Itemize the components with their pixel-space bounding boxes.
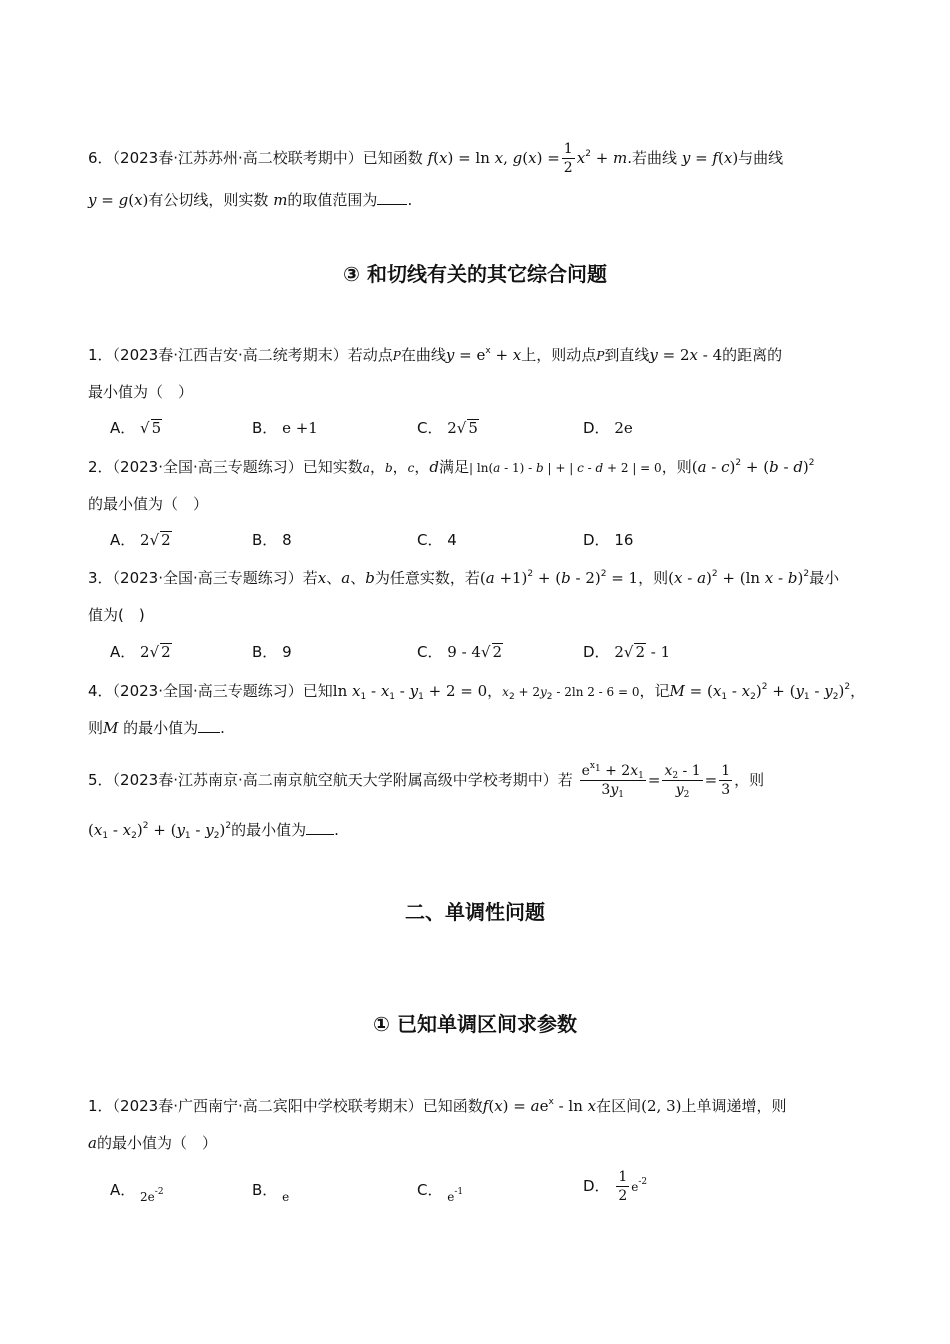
- option-label: B．: [252, 419, 278, 437]
- question-text: 已知: [302, 682, 333, 700]
- option-label: B．: [252, 1181, 278, 1199]
- option-a[interactable]: A． 2√ 2: [110, 531, 171, 549]
- s3q5-line2: $(x_1 - x_2)^2 + (y_1 - y_2)^2$的最小值为 .: [88, 821, 339, 841]
- period: .: [407, 191, 413, 209]
- option-b[interactable]: [252, 528, 292, 552]
- option-d[interactable]: D． $\frac{1}{2}$ $e^{-2}$: [583, 1169, 648, 1204]
- option-b[interactable]: [252, 416, 318, 440]
- option-c[interactable]: [417, 528, 457, 552]
- question-number: 3．: [88, 569, 113, 587]
- question-text: 在区间: [596, 1097, 642, 1115]
- option-a[interactable]: A． $_{2e^{-2}}$: [110, 1181, 164, 1204]
- option-label: B．: [252, 643, 278, 661]
- question-text: 若动点: [347, 346, 393, 364]
- option-value: e +1: [282, 419, 318, 437]
- option-label: A．: [110, 531, 136, 549]
- question-source: （2023春·江苏南京·高二南京航空航天大学附属高级中学校考期中）: [112, 771, 558, 789]
- option-label: D．: [583, 419, 610, 437]
- option-c[interactable]: C． 9 - 4√ 2: [417, 643, 503, 661]
- question-text: 与曲线: [738, 149, 784, 167]
- option-label: D．: [583, 531, 610, 549]
- option-value: 8: [282, 531, 292, 549]
- question-text: 值为( ): [88, 606, 145, 624]
- option-label: C．: [417, 1181, 443, 1199]
- question-text: 上，则动点: [521, 346, 597, 364]
- s3q2-line2: [88, 492, 862, 516]
- question-text: 在曲线: [400, 346, 446, 364]
- question-source: （2023春·江苏苏州·高二校联考期中）: [112, 149, 363, 167]
- s3q1-line2: [88, 380, 862, 404]
- option-label: A．: [110, 1181, 136, 1199]
- question-text: 的最小值为（ ）: [96, 1134, 217, 1152]
- option-value: 9: [282, 643, 292, 661]
- q6-line2: y = g(x)有公切线，则实数 m的取值范围为 .: [88, 191, 413, 209]
- question-text: ，则: [661, 458, 692, 476]
- question-text: 的最小值为（ ）: [88, 495, 209, 513]
- option-d[interactable]: D． 2√ 2 - 1: [583, 643, 671, 661]
- s3q3-line1: 3．（2023·全国·高三专题练习）若x、a、b为任意实数，若$(a +1)^2 + (b - 2)^2 = 1$，则(x - a)$^2$ + (ln x - b)$^2$最小: [88, 569, 840, 587]
- part-heading: 二、单调性问题: [405, 900, 545, 924]
- s3q5-line1: 5．（2023春·江苏南京·高二南京航空航天大学附属高级中学校考期中）若 $\frac{e^{x_1} + 2x_1}{3y_1}$ = $\frac{x_2 - 1}{y_2}$ = $\frac{1}{3}$ ，则: [88, 761, 765, 800]
- question-text: 的取值范围为: [287, 191, 378, 209]
- s3q2-line1: 2．（2023·全国·高三专题练习）已知实数a，b，c，d满足| ln(a - 1) - b | + | c - d + 2 | = 0，则(a - c)$^2$ + (b - d)$^2$: [88, 458, 815, 476]
- question-text: 最小值为（ ）: [88, 383, 194, 401]
- s3q4-line2: 则M 的最小值为 .: [88, 719, 225, 737]
- question-text: 上单调递增，则: [681, 1097, 787, 1115]
- question-number: 1．: [88, 346, 113, 364]
- question-number: 5．: [88, 771, 113, 789]
- question-number: 1．: [88, 1097, 113, 1115]
- option-b[interactable]: [252, 640, 292, 664]
- fraction: $\frac{1}{3}$: [721, 763, 731, 798]
- option-a[interactable]: A． 2√ 2: [110, 643, 171, 661]
- fraction: $\frac{1}{2}$: [618, 1169, 628, 1204]
- question-text: ，记: [639, 682, 670, 700]
- option-c[interactable]: C． 2√ 5: [417, 419, 478, 437]
- answer-blank: [306, 820, 334, 835]
- question-text: 最小: [809, 569, 840, 587]
- question-text: ，则: [734, 771, 765, 789]
- option-c[interactable]: C． $_{e^{-1}}$: [417, 1181, 464, 1204]
- question-text: 已知函数: [362, 149, 423, 167]
- option-label: D．: [583, 643, 610, 661]
- p2q1-line1: 1．（2023春·广西南宁·高二宾阳中学校联考期末）已知函数$f(x) = ae^x - \ln x$在区间(2, 3)上单调递增，则: [88, 1097, 787, 1115]
- period: .: [220, 719, 225, 737]
- s3q4-line1: 4．（2023·全国·高三专题练习）已知$\ln x_1 - x_1 - y_1 + 2 = 0$，$x_2 + 2y_2 - 2\ln$ 2 - 6 = 0，记$M = (x_1 - x_2)^2 + (y_1 - y_2)^2$，: [88, 682, 866, 702]
- question-text: 已知实数: [302, 458, 363, 476]
- option-value: 4: [447, 531, 457, 549]
- question-text: 的最小值为: [123, 719, 199, 737]
- question-source: （2023春·广西南宁·高二宾阳中学校联考期末）: [112, 1097, 423, 1115]
- s3q3-line2: [88, 603, 862, 627]
- math-expression: f: [427, 149, 434, 167]
- question-source: （2023春·江西吉安·高二统考期末）: [112, 346, 348, 364]
- question-source: （2023·全国·高三专题练习）: [112, 458, 303, 476]
- answer-blank: [377, 190, 407, 205]
- question-number: 4．: [88, 682, 113, 700]
- question-text: 若: [557, 771, 573, 789]
- question-text: 的距离的: [722, 346, 783, 364]
- question-text: ，: [850, 682, 866, 700]
- question-text: 有公切线，则实数: [148, 191, 269, 209]
- option-label: C．: [417, 643, 443, 661]
- section-heading: ③ 和切线有关的其它综合问题: [343, 262, 607, 286]
- fraction: $\frac{x_2 - 1}{y_2}$: [664, 763, 701, 800]
- fraction: $\frac{e^{x_1} + 2x_1}{3y_1}$: [581, 761, 644, 800]
- option-d[interactable]: [583, 528, 633, 552]
- question-text: 的最小值为: [231, 821, 307, 839]
- answer-blank: [198, 718, 220, 733]
- option-d[interactable]: [583, 416, 633, 440]
- p2q1-line2: a的最小值为（ ）: [88, 1134, 217, 1152]
- section-heading: ① 已知单调区间求参数: [373, 1012, 577, 1036]
- question-text: 若: [302, 569, 318, 587]
- question-text: 为任意实数，若: [374, 569, 480, 587]
- question-source: （2023·全国·高三专题练习）: [112, 682, 303, 700]
- fraction: $\frac{1}{2}$: [563, 141, 573, 176]
- question-text: 则: [88, 719, 104, 737]
- option-label: B．: [252, 531, 278, 549]
- q6-line1: 6．（2023春·江苏苏州·高二校联考期中）已知函数 f(x) = ln x, g(x) = $\frac{1}{2}$ $x^2 + m$.若曲线 y = f(x)与曲线: [88, 141, 784, 176]
- option-a[interactable]: A． √ 5: [110, 419, 162, 437]
- option-label: A．: [110, 643, 136, 661]
- option-value: 2e: [614, 419, 633, 437]
- option-label: C．: [417, 419, 443, 437]
- question-number: 2．: [88, 458, 113, 476]
- option-label: A．: [110, 419, 136, 437]
- s3q1-line1: 1．（2023春·江西吉安·高二统考期末）若动点P在曲线$y = e^x + x$上，则动点P到直线y = 2x - 4的距离的: [88, 346, 783, 364]
- question-text: ，则: [638, 569, 669, 587]
- question-text: 满足: [439, 458, 470, 476]
- question-source: （2023·全国·高三专题练习）: [112, 569, 303, 587]
- option-value: 16: [614, 531, 634, 549]
- question-text: .若曲线: [627, 149, 678, 167]
- period: .: [334, 821, 339, 839]
- question-text: 已知函数: [422, 1097, 483, 1115]
- question-number: 6．: [88, 149, 113, 167]
- option-label: C．: [417, 531, 443, 549]
- option-label: D．: [583, 1177, 610, 1195]
- option-b[interactable]: B． $_e$: [252, 1181, 290, 1204]
- question-text: 到直线: [604, 346, 650, 364]
